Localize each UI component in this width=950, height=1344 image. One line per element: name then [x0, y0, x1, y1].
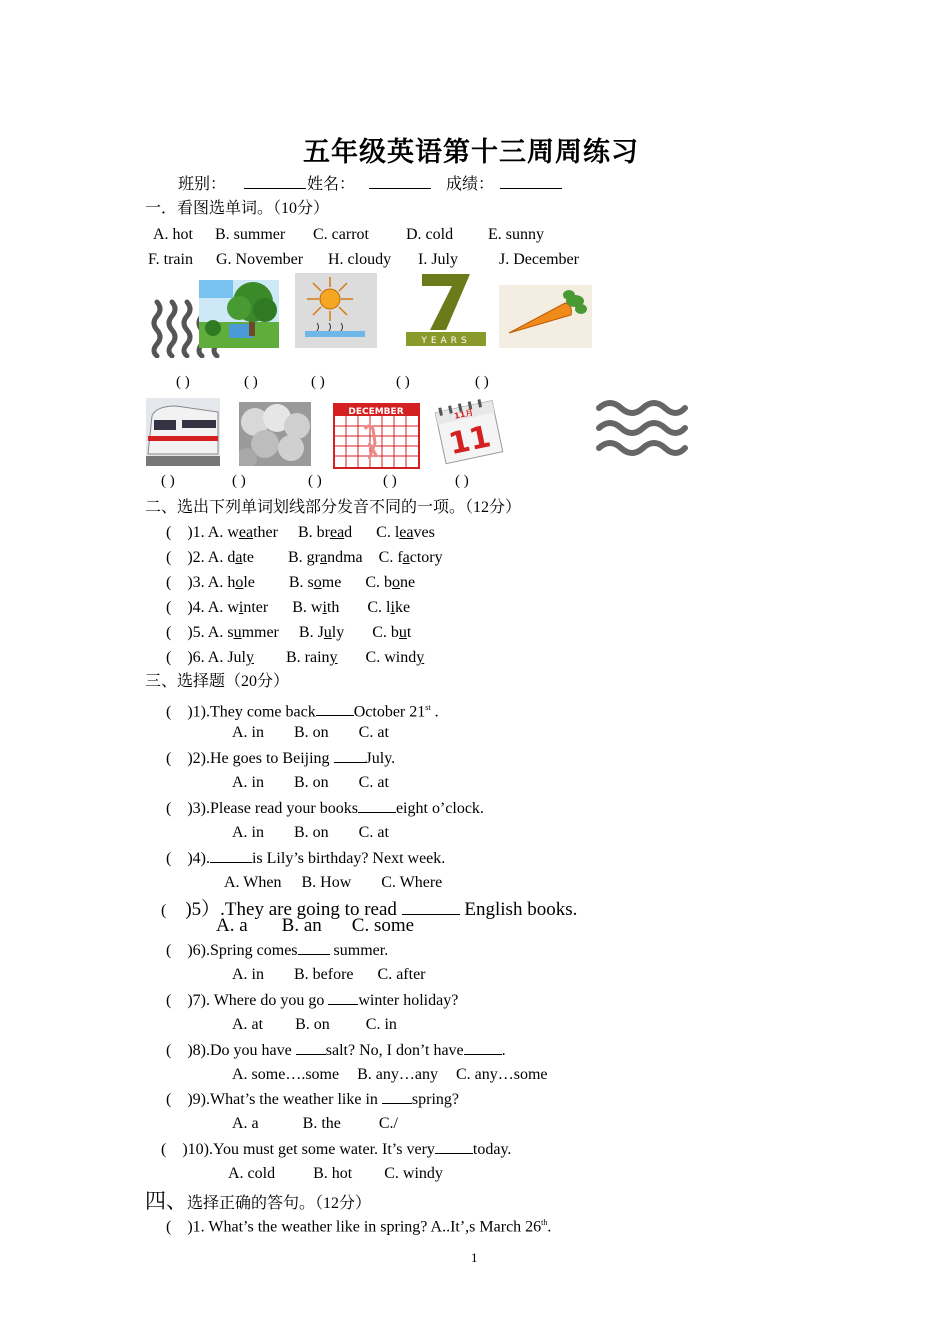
clouds-picture — [239, 402, 311, 466]
choice-options-6: A. in B. before C. after — [232, 966, 426, 983]
choice-options-3: A. in B. on C. at — [232, 824, 389, 841]
option-d: D. cold — [406, 226, 454, 243]
option-a: A. hot — [153, 226, 193, 243]
train-picture — [146, 398, 220, 466]
choice-options-9: A. a B. the C./ — [232, 1115, 398, 1132]
answer-question-1: ( )1. What’s the weather like in spring? A..It’,s March 26th. — [166, 1218, 552, 1236]
answer-paren-5[interactable]: ( ) — [475, 374, 489, 390]
option-g: G. November — [216, 251, 304, 268]
page-number: 1 — [471, 1250, 478, 1265]
answer-paren-1[interactable]: ( ) — [176, 374, 190, 390]
choice-question-9: ( )9).What’s the weather like in spring? — [166, 1091, 460, 1108]
phonics-question-1: ( )1. A. weather B. bread C. leaves — [166, 524, 435, 541]
class-field — [178, 174, 306, 195]
phonics-question-4: ( )4. A. winter B. with C. like — [166, 599, 411, 616]
choice-question-8: ( )8).Do you have salt? No, I don’t have . — [166, 1042, 506, 1059]
phonics-question-6: ( )6. A. July B. rainy C. windy — [166, 649, 425, 666]
choice-question-10: ( )10).You must get some water. It’s very today. — [161, 1141, 512, 1158]
option-h: H. cloudy — [328, 251, 392, 268]
july-seven-picture — [404, 270, 488, 348]
answer-paren-9[interactable]: ( ) — [383, 473, 397, 489]
phonics-question-5: ( )5. A. summer B. July C. but — [166, 624, 412, 641]
section2-heading: 二、选出下列单词划线部分发音不同的一项。（12分） — [145, 499, 522, 516]
name-blank[interactable] — [369, 174, 431, 189]
svg-text:11: 11 — [445, 419, 494, 463]
option-i: I. July — [418, 251, 458, 268]
choice-options-5: A. a B. an C. some — [216, 915, 415, 936]
option-f: F. train — [148, 251, 193, 268]
section4-number: 四、 — [145, 1189, 187, 1213]
choice-options-8: A. some….some B. any…any C. any…some — [232, 1066, 548, 1083]
choice-question-4: ( )4). is Lily’s birthday? Next week. — [166, 850, 446, 867]
phonics-question-2: ( )2. A. date B. grandma C. factory — [166, 549, 443, 566]
option-j: J. December — [499, 251, 579, 268]
name-field — [307, 174, 431, 195]
answer-paren-3[interactable]: ( ) — [311, 374, 325, 390]
page-title: 五年级英语第十三周周练习 — [303, 137, 639, 168]
answer-paren-8[interactable]: ( ) — [308, 473, 322, 489]
choice-options-4: A. When B. How C. Where — [224, 874, 443, 891]
answer-paren-2[interactable]: ( ) — [244, 374, 258, 390]
choice-options-2: A. in B. on C. at — [232, 774, 389, 791]
summer-tree-picture — [199, 280, 279, 348]
choice-question-2: ( )2).He goes to Beijing July. — [166, 750, 396, 767]
option-e: E. sunny — [488, 226, 544, 243]
choice-question-6: ( )6).Spring comes summer. — [166, 942, 389, 959]
class-blank[interactable] — [244, 174, 306, 189]
score-field — [446, 174, 562, 195]
choice-question-7: ( )7). Where do you go winter holiday? — [166, 992, 459, 1009]
choice-options-7: A. at B. on C. in — [232, 1016, 397, 1033]
cold-wind-picture — [595, 396, 689, 458]
section4-title: 选择正确的答句。（12分） — [187, 1195, 372, 1212]
svg-text:DECEMBER: DECEMBER — [348, 407, 404, 417]
answer-paren-4[interactable]: ( ) — [396, 374, 410, 390]
december-calendar-picture — [333, 403, 420, 469]
section1-heading: 一．看图选单词。（10分） — [145, 200, 330, 217]
score-label: 成绩： — [446, 176, 495, 193]
phonics-question-3: ( )3. A. hole B. some C. bone — [166, 574, 416, 591]
sun-picture — [295, 273, 377, 348]
svg-text:11月: 11月 — [453, 408, 475, 421]
class-label: 班别： — [178, 176, 227, 193]
option-b: B. summer — [215, 226, 286, 243]
option-c: C. carrot — [313, 226, 369, 243]
section3-heading: 三、选择题（20分） — [145, 673, 290, 690]
answer-paren-10[interactable]: ( ) — [455, 473, 469, 489]
choice-options-1: A. in B. on C. at — [232, 724, 389, 741]
carrot-picture — [499, 285, 592, 348]
choice-question-1: ( )1).They come back October 21st . — [166, 703, 439, 721]
svg-text:YEARS: YEARS — [421, 336, 471, 346]
name-label: 姓名： — [307, 176, 356, 193]
choice-question-5: ( )5）.They are going to read English books. — [161, 899, 578, 920]
answer-paren-6[interactable]: ( ) — [161, 473, 175, 489]
score-blank[interactable] — [500, 174, 562, 189]
choice-question-3: ( )3).Please read your books eight o’clock. — [166, 800, 484, 817]
november-calendar-picture — [430, 396, 510, 468]
choice-options-10: A. cold B. hot C. windy — [228, 1165, 443, 1182]
answer-paren-7[interactable]: ( ) — [232, 473, 246, 489]
section4-heading — [145, 1185, 371, 1215]
